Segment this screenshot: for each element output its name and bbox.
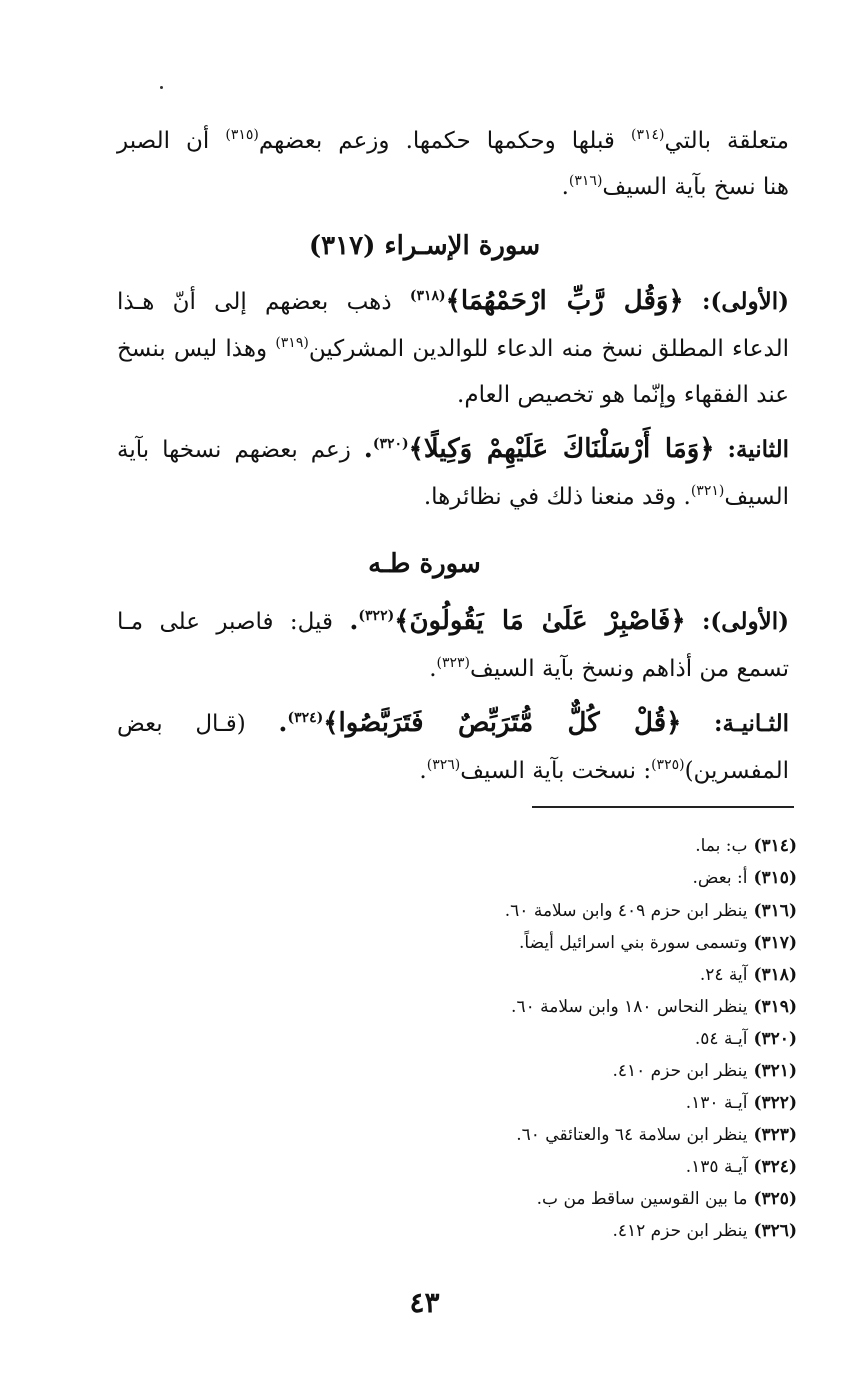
footnote xyxy=(297,1091,797,1115)
footnote-text: ما بين القوسين ساقط من ب. xyxy=(536,1189,748,1209)
page-speck xyxy=(160,86,163,89)
footnote-number: (٣١٤) xyxy=(753,836,797,856)
footnote-number: (٣١٦) xyxy=(753,901,797,921)
section-heading: سورة الإسـراء (٣١٧) xyxy=(308,231,541,261)
quran-verse: ﴿قُلْ كُلٌّ مُّتَرَبِّصٌ فَتَرَبَّصُوا﴾$^{(٣٢٤)}$. xyxy=(278,708,682,738)
footnote-text: ينظر ابن حزم ٤١٠. xyxy=(612,1061,748,1081)
footnote xyxy=(297,834,797,858)
item-label: الثانية: xyxy=(727,436,789,463)
footnote-text: ينظر النحاس ١٨٠ وابن سلامة ٦٠. xyxy=(511,997,748,1017)
footnote xyxy=(297,1123,797,1147)
item-label: (الأولى): xyxy=(701,288,790,315)
footnote xyxy=(297,1155,797,1179)
quran-verse: ﴿فَاصْبِرْ عَلَىٰ مَا يَقُولُونَ﴾$^{(٣٢٢)}$. xyxy=(349,606,686,636)
text-fragment: ذهب بعضهم إلى أنّ هـذا xyxy=(117,289,392,315)
item-label: الثـانيـة: xyxy=(714,710,790,737)
footnote-text: آيـة ١٣٥. xyxy=(685,1157,748,1177)
item-label: (الأولى): xyxy=(701,608,789,635)
text-line: المفسرين)$^{(٣٢٥)}$: نسخت بآية السيف$^{(٣٢٦)}$. xyxy=(419,757,789,784)
footnote-text: آيـة ٥٤. xyxy=(694,1029,748,1049)
footnote xyxy=(297,1219,797,1243)
section-heading: سورة طـه xyxy=(368,549,481,579)
quran-verse: ﴿وَقُل رَّبِّ ارْحَمْهُمَا﴾$^{(٣١٨)}$ xyxy=(409,286,684,316)
footnote xyxy=(297,931,797,955)
footnote-text: ينظر ابن حزم ٤٠٩ وابن سلامة ٦٠. xyxy=(504,901,748,921)
quran-verse: ﴿وَمَا أَرْسَلْنَاكَ عَلَيْهِمْ وَكِيلًا﴾$^{(٣٢٠)}$. xyxy=(363,434,715,464)
footnote xyxy=(297,866,797,890)
footnote-number: (٣٢٢) xyxy=(753,1093,797,1113)
footnote xyxy=(297,1059,797,1083)
text-fragment: قيل: فاصبر على مـا xyxy=(117,609,333,635)
text-fragment: زعم بعضهم نسخها بآية xyxy=(117,437,351,463)
footnote xyxy=(297,1187,797,1211)
footnote xyxy=(297,963,797,987)
text-line: متعلقة بالتي$^{(٣١٤)}$ قبلها وحكمها حكمها. وزعم بعضهم$^{(٣١٥)}$ أن الصبر xyxy=(117,127,789,154)
footnote-text: أ: بعض. xyxy=(692,868,748,888)
footnote xyxy=(297,995,797,1019)
footnote-text: ينظر ابن سلامة ٦٤ والعتائقي ٦٠. xyxy=(516,1125,748,1145)
page-number: ٤٣ xyxy=(409,1286,440,1319)
footnote-text: ينظر ابن حزم ٤١٢. xyxy=(612,1221,748,1241)
text-line: هنا نسخ بآية السيف$^{(٣١٦)}$. xyxy=(561,173,789,200)
verse-line xyxy=(117,708,789,739)
verse-line xyxy=(117,434,789,465)
verse-line xyxy=(117,606,789,637)
footnote-text: آية ٢٤. xyxy=(699,965,748,985)
footnote-separator xyxy=(532,806,794,808)
footnote-number: (٣١٩) xyxy=(753,997,797,1017)
footnote-number: (٣٢٤) xyxy=(753,1157,797,1177)
footnote-number: (٣٢٠) xyxy=(753,1029,797,1049)
footnote-text: وتسمى سورة بني اسرائيل أيضاً. xyxy=(519,933,748,953)
footnote-number: (٣١٥) xyxy=(753,868,797,888)
footnote-number: (٣٢٣) xyxy=(753,1125,797,1145)
footnote xyxy=(297,1027,797,1051)
text-fragment: (قـال بعض xyxy=(117,711,246,737)
verse-line xyxy=(117,286,789,317)
footnote-text: ب: بما. xyxy=(695,836,748,856)
footnote xyxy=(297,899,797,923)
text-line: الدعاء المطلق نسخ منه الدعاء للوالدين المشركين$^{(٣١٩)}$ وهذا ليس بنسخ xyxy=(117,335,789,362)
footnote-number: (٣١٨) xyxy=(753,965,797,985)
footnote-number: (٣١٧) xyxy=(753,933,797,953)
text-line: عند الفقهاء وإنّما هو تخصيص العام. xyxy=(457,382,789,408)
footnote-text: آيـة ١٣٠. xyxy=(685,1093,748,1113)
text-line: السيف$^{(٣٢١)}$. وقد منعنا ذلك في نظائرها. xyxy=(423,483,789,510)
footnote-number: (٣٢١) xyxy=(753,1061,797,1081)
text-line: تسمع من أذاهم ونسخ بآية السيف$^{(٣٢٣)}$. xyxy=(429,655,789,682)
footnote-number: (٣٢٦) xyxy=(753,1221,797,1241)
footnote-number: (٣٢٥) xyxy=(753,1189,797,1209)
